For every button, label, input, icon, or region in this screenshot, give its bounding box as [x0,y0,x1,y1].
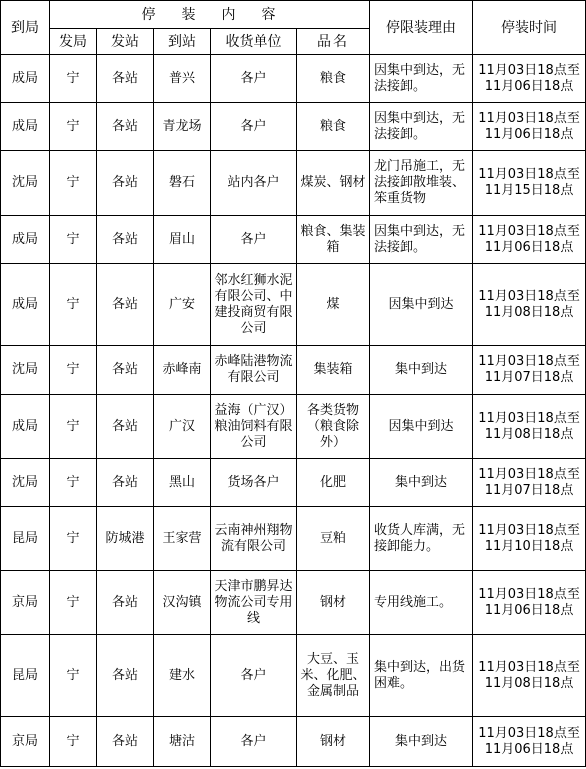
cell-reason: 集中到达 [370,459,473,507]
table-row [1,635,586,717]
header-group: 停装内容 [50,1,370,29]
cell-goods: 煤炭、钢材 [297,151,370,216]
cell-goods: 集装箱 [297,346,370,395]
table-row [1,346,586,395]
cell-reason: 龙门吊施工，无法接卸散堆装、笨重货物 [370,151,473,216]
cell-from-station: 防城港 [97,507,154,571]
time-end: 11月07日18点 [484,482,574,498]
cell-from-bureau: 宁 [50,264,97,346]
cell-to-station: 广汉 [154,395,211,459]
time-start: 11月03日18点至 [478,288,580,304]
cell-from-bureau: 宁 [50,55,97,103]
cell-consignee: 天津市鹏昇达物流公司专用线 [211,571,297,635]
cell-to-station: 王家营 [154,507,211,571]
cell-goods: 化肥 [297,459,370,507]
table-row [1,216,586,264]
time-start: 11月03日18点至 [478,410,580,426]
cell-from-bureau: 宁 [50,459,97,507]
time-end: 11月08日18点 [484,426,574,442]
table-row [1,264,586,346]
time-start: 11月03日18点至 [478,659,580,675]
cell-reason: 因集中到达，无法接卸。 [370,103,473,151]
cell-reason: 因集中到达，无法接卸。 [370,55,473,103]
time-end: 11月06日18点 [484,126,574,142]
table-row [1,55,586,103]
cell-goods: 大豆、玉米、化肥、金属制品 [297,635,370,717]
cell-reason: 集中到达，出货困难。 [370,635,473,717]
time-end: 11月06日18点 [484,741,574,757]
time-start: 11月03日18点至 [478,110,580,126]
header-to-station: 到站 [154,29,211,55]
cell-from-bureau: 宁 [50,395,97,459]
cell-time [473,346,586,395]
cell-reason: 收货人库满，无接卸能力。 [370,507,473,571]
cell-goods: 钢材 [297,571,370,635]
cell-dest: 成局 [1,103,50,151]
cell-from-bureau: 宁 [50,571,97,635]
time-end: 11月06日18点 [484,78,574,94]
time-end: 11月06日18点 [484,602,574,618]
time-end: 11月06日18点 [484,239,574,255]
cell-from-station: 各站 [97,103,154,151]
time-start: 11月03日18点至 [478,223,580,239]
time-start: 11月03日18点至 [478,586,580,602]
cell-reason: 集中到达 [370,717,473,767]
header-dest-bureau: 到局 [1,1,50,55]
table-row [1,103,586,151]
cell-consignee: 各户 [211,103,297,151]
cell-reason: 集中到达 [370,346,473,395]
cell-consignee: 赤峰陆港物流有限公司 [211,346,297,395]
cell-reason: 因集中到达 [370,395,473,459]
time-start: 11月03日18点至 [478,167,580,182]
header-reason: 停限装理由 [370,1,473,55]
cell-from-station: 各站 [97,346,154,395]
cell-goods: 钢材 [297,717,370,767]
time-start: 11月03日18点至 [478,354,580,369]
table-row [1,507,586,571]
cell-reason: 因集中到达 [370,264,473,346]
cell-dest: 成局 [1,216,50,264]
cell-to-station: 磐石 [154,151,211,216]
cell-goods: 煤 [297,264,370,346]
cell-to-station: 青龙场 [154,103,211,151]
cell-dest: 京局 [1,571,50,635]
cell-from-station: 各站 [97,151,154,216]
cell-from-station: 各站 [97,571,154,635]
cell-time [473,571,586,635]
header-from-bureau: 发局 [50,29,97,55]
cell-time [473,264,586,346]
cell-from-station: 各站 [97,216,154,264]
time-start: 11月03日18点至 [478,466,580,482]
cell-time [473,55,586,103]
cell-from-station: 各站 [97,395,154,459]
cell-from-station: 各站 [97,55,154,103]
cell-to-station: 建水 [154,635,211,717]
table-row [1,151,586,216]
time-end: 11月08日18点 [484,304,574,320]
cell-time [473,507,586,571]
cell-dest: 昆局 [1,507,50,571]
cell-consignee: 益海（广汉）粮油饲料有限公司 [211,395,297,459]
cell-to-station: 广安 [154,264,211,346]
cell-goods: 各类货物（粮食除外） [297,395,370,459]
cell-consignee: 各户 [211,216,297,264]
cell-from-bureau: 宁 [50,103,97,151]
cell-consignee: 邻水红狮水泥有限公司、中建投商贸有限公司 [211,264,297,346]
cell-goods: 粮食 [297,103,370,151]
cell-dest: 成局 [1,55,50,103]
time-end: 11月10日18点 [484,538,574,554]
cell-consignee: 各户 [211,55,297,103]
table-row [1,717,586,767]
cell-goods: 粮食、集装箱 [297,216,370,264]
cell-time [473,459,586,507]
header-consignee: 收货单位 [211,29,297,55]
cell-dest: 沈局 [1,151,50,216]
table-row [1,395,586,459]
cell-consignee: 站内各户 [211,151,297,216]
cell-time [473,717,586,767]
cell-from-station: 各站 [97,717,154,767]
header-from-station: 发站 [97,29,154,55]
cell-from-station: 各站 [97,459,154,507]
cell-to-station: 塘沽 [154,717,211,767]
cell-reason: 专用线施工。 [370,571,473,635]
cell-consignee: 各户 [211,717,297,767]
cell-time [473,151,586,216]
header-goods: 品名 [297,29,370,55]
cell-reason: 因集中到达，无法接卸。 [370,216,473,264]
cell-goods: 豆粕 [297,507,370,571]
cell-from-bureau: 宁 [50,507,97,571]
cell-to-station: 黑山 [154,459,211,507]
cell-consignee: 各户 [211,635,297,717]
header-time: 停装时间 [473,1,586,55]
cell-dest: 京局 [1,717,50,767]
cell-consignee: 货场各户 [211,459,297,507]
time-start: 11月03日18点至 [478,725,580,741]
cell-dest: 昆局 [1,635,50,717]
time-end: 11月07日18点 [484,370,574,385]
cell-from-bureau: 宁 [50,151,97,216]
time-end: 11月08日18点 [484,675,574,691]
table-row [1,571,586,635]
cell-time [473,635,586,717]
cell-time [473,395,586,459]
cell-to-station: 眉山 [154,216,211,264]
cell-from-bureau: 宁 [50,346,97,395]
cell-to-station: 赤峰南 [154,346,211,395]
cell-dest: 成局 [1,264,50,346]
cell-dest: 沈局 [1,459,50,507]
table-row [1,459,586,507]
cell-dest: 成局 [1,395,50,459]
cell-time [473,216,586,264]
cell-from-bureau: 宁 [50,635,97,717]
cell-dest: 沈局 [1,346,50,395]
cell-to-station: 汉沟镇 [154,571,211,635]
time-start: 11月03日18点至 [478,522,580,538]
time-start: 11月03日18点至 [478,62,580,78]
cell-time [473,103,586,151]
cell-to-station: 普兴 [154,55,211,103]
cell-consignee: 云南神州翔物流有限公司 [211,507,297,571]
cell-from-bureau: 宁 [50,717,97,767]
cell-from-station: 各站 [97,635,154,717]
time-end: 11月15日18点 [484,183,574,198]
cell-from-station: 各站 [97,264,154,346]
cell-from-bureau: 宁 [50,216,97,264]
cell-goods: 粮食 [297,55,370,103]
